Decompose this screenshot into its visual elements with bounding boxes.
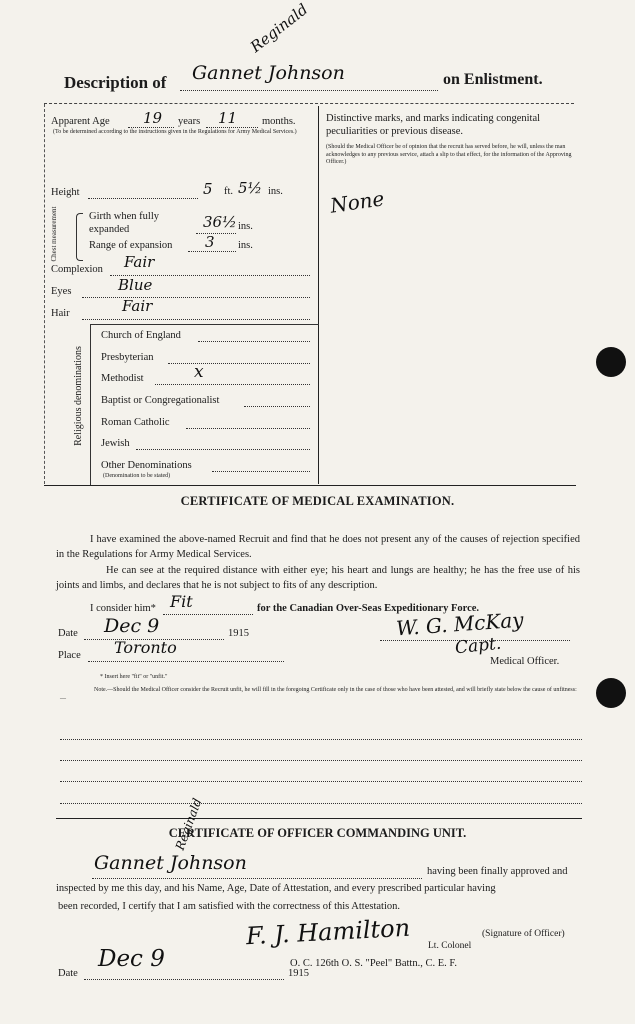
height-ft-value: 5 (203, 180, 213, 198)
age-years-label: years (178, 116, 201, 127)
punch-hole-lower (596, 678, 626, 708)
hair-value: Fair (122, 297, 153, 315)
eyes-value: Blue (118, 276, 153, 294)
religion-line-4 (186, 428, 310, 429)
religion-methodist: Methodist (101, 373, 144, 384)
girth-value: 36½ (203, 213, 237, 231)
religion-other: Other Denominations (101, 460, 192, 471)
religion-roman-catholic: Roman Catholic (101, 417, 170, 428)
medical-para-2: He can see at the required distance with either eye; his heart and lungs are healthy; he has the free use of his joints and limbs, and declares that he is not subject to fits of any description. (56, 565, 580, 591)
commanding-signature-label: (Signature of Officer) (482, 929, 565, 939)
age-years-value: 19 (143, 109, 163, 127)
recruit-name-handwritten: Gannet Johnson (192, 62, 345, 84)
age-years-line (128, 127, 174, 128)
range-value: 3 (205, 233, 215, 251)
religion-line-5 (136, 449, 310, 450)
religion-methodist-mark: x (194, 362, 204, 382)
medical-date-value: Dec 9 (104, 615, 160, 637)
religion-label: Religious denominations (73, 346, 84, 446)
commanding-name-line (92, 878, 422, 879)
recruit-name-insert: Reginald (246, 0, 312, 56)
commanding-text-1: having been finally approved and (427, 866, 568, 877)
marks-label: Distinctive marks, and marks indicating congenital peculiarities or previous disease. (326, 113, 541, 137)
religion-presbyterian: Presbyterian (101, 352, 154, 363)
height-label: Height (51, 187, 80, 198)
medical-place-value: Toronto (114, 638, 177, 657)
age-note: (To be determined according to the instructions given in the Regulations for Army Medical Services.) (53, 129, 297, 135)
top-dashed-rule (44, 103, 574, 104)
medical-footnote: * Insert here "fit" or "unfit." (100, 674, 168, 680)
other-denomination-note: (Denomination to be stated) (103, 473, 171, 479)
commanding-rank: Lt. Colonel (428, 941, 472, 951)
medical-place-label: Place (58, 650, 81, 661)
eyes-line (82, 297, 310, 298)
commanding-date-line (84, 979, 284, 980)
medical-heading: CERTIFICATE OF MEDICAL EXAMINATION. (180, 494, 455, 508)
commanding-date-value: Dec 9 (98, 946, 165, 972)
religion-line-1 (168, 363, 310, 364)
girth-label: Girth when fully expanded (89, 211, 159, 235)
commanding-heading: CERTIFICATE OF OFFICER COMMANDING UNIT. (168, 826, 467, 840)
left-margin-rule (44, 104, 46, 484)
height-in-value: 5½ (238, 179, 263, 197)
girth-line (196, 233, 236, 234)
complexion-label: Complexion (51, 264, 103, 275)
punch-hole-upper (596, 347, 626, 377)
commanding-unit: O. C. 126th O. S. "Peel" Battn., C. E. F. (290, 958, 457, 969)
eyes-label: Eyes (51, 286, 72, 297)
medical-officer-rank: Capt. (454, 633, 503, 659)
commanding-name-value: Gannet Johnson (94, 852, 247, 874)
age-months-line (206, 127, 258, 128)
age-label: Apparent Age (51, 116, 110, 127)
height-in-label: ins. (268, 186, 283, 197)
title-right: on Enlistment. (443, 71, 543, 88)
section-rule-1 (44, 485, 576, 486)
religion-line-3 (244, 406, 310, 407)
height-line (88, 198, 198, 199)
title-left: Description of (64, 73, 167, 92)
range-label: Range of expansion (89, 240, 173, 251)
unfitness-line-2 (60, 760, 582, 761)
medical-note: Note.—Should the Medical Officer consider the Recruit unfit, he will fill in the foregoing Certificate only in the case of those who have been attested, and will briefly state below the cause of unfitness:— (60, 687, 577, 702)
range-unit: ins. (238, 240, 253, 251)
consider-line (163, 614, 253, 615)
age-months-value: 11 (218, 109, 238, 127)
range-line (188, 251, 236, 252)
chest-brace (76, 213, 83, 261)
girth-unit: ins. (238, 221, 253, 232)
medical-date-label: Date (58, 628, 78, 639)
medical-place-line (88, 661, 284, 662)
commanding-text-3: been recorded, I certify that I am satisfied with the correctness of this Attestation. (58, 901, 401, 912)
marks-note: (Should the Medical Officer be of opinion that the recruit has served before, he will, unless the man acknowledges to any previous service, attach a slip to that effect, for the information of the Approving Officer.) (326, 144, 572, 165)
consider-value: Fit (170, 592, 193, 611)
unfitness-line-1 (60, 739, 582, 740)
hair-line (82, 319, 310, 320)
medical-officer-signature: W. G. McKay (395, 607, 525, 641)
religion-line-6 (212, 471, 310, 472)
age-months-label: months. (262, 116, 296, 127)
medical-para-1: I have examined the above-named Recruit and find that he does not present any of the causes of rejection specified in the Regulations for Army Medical Services. (56, 534, 580, 560)
consider-suffix: for the Canadian Over-Seas Expeditionary Force. (257, 603, 480, 614)
complexion-value: Fair (124, 253, 155, 271)
religion-line-2 (155, 384, 310, 385)
commanding-year: 1915 (288, 968, 309, 979)
hair-label: Hair (51, 308, 70, 319)
marks-value: None (328, 186, 386, 218)
religion-jewish: Jewish (101, 438, 130, 449)
religion-baptist: Baptist or Congregationalist (101, 395, 220, 406)
religion-line-0 (198, 341, 310, 342)
height-ft-label: ft. (224, 186, 234, 197)
commanding-date-label: Date (58, 968, 78, 979)
commanding-text-2: inspected by me this day, and his Name, Age, Date of Attestation, and every prescribed particular having (56, 883, 496, 894)
medical-year: 1915 (228, 628, 249, 639)
section-rule-2 (56, 818, 582, 819)
consider-prefix: I consider him* (90, 603, 156, 614)
commanding-name-insert: Reginald (172, 796, 205, 852)
chest-label: Chest measurement (50, 206, 58, 262)
title-name-line (180, 90, 438, 91)
religion-church-of-england: Church of England (101, 330, 181, 341)
commanding-signature: F. J. Hamilton (245, 913, 411, 951)
medical-officer-label: Medical Officer. (490, 656, 560, 667)
unfitness-line-3 (60, 781, 582, 782)
unfitness-line-4 (60, 803, 582, 804)
